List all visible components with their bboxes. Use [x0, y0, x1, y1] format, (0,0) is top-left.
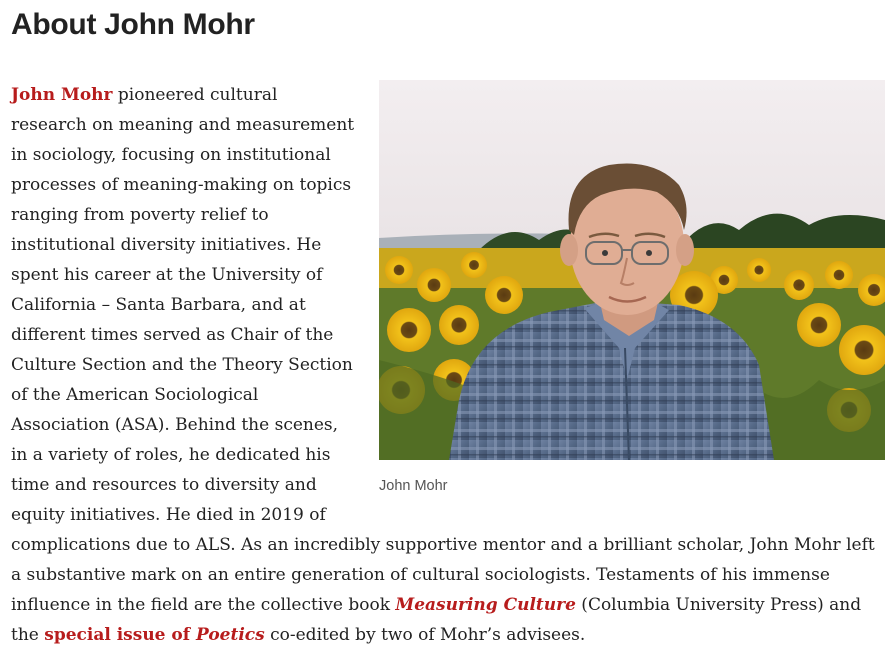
portrait-caption: John Mohr [379, 478, 448, 494]
page-title: About John Mohr [11, 8, 255, 41]
bio-text-2: (Columbia University Press) and the [11, 595, 862, 645]
john-mohr-link[interactable]: John Mohr [11, 85, 113, 105]
poetics-journal-title: Poetics [196, 625, 265, 645]
portrait-figure [379, 80, 885, 501]
portrait-photo [379, 80, 885, 460]
measuring-culture-link[interactable]: Measuring Culture [395, 595, 576, 615]
poetics-link-text: special issue of Poetics [44, 625, 265, 645]
article-body [11, 80, 885, 650]
portrait-photo-image [379, 80, 885, 460]
poetics-special-issue-link[interactable] [44, 625, 264, 645]
bio-text-3: co-edited by two of Mohr’s advisees. [264, 625, 586, 645]
bio-text-1: pioneered cultural research on meaning and measurement in sociology, focusing on institutional processes of meaning-making on topics ranging from poverty relief to institutional diversity initiatives. He spent his career at the University of California – Santa Barbara, and at different times served as Chair of the Culture Section and the Theory Section of the American Sociological Association (ASA). Behind the scenes, in a variety of roles, he dedicated his time and resources to diversity and equity initiatives. He died in 2019 of complications due to ALS. As an incredibly supportive mentor and a brilliant scholar, John Mohr left a substantive mark on an entire generation of cultural sociologists. Testaments of his immense influence in the field are the collective book [11, 85, 875, 615]
